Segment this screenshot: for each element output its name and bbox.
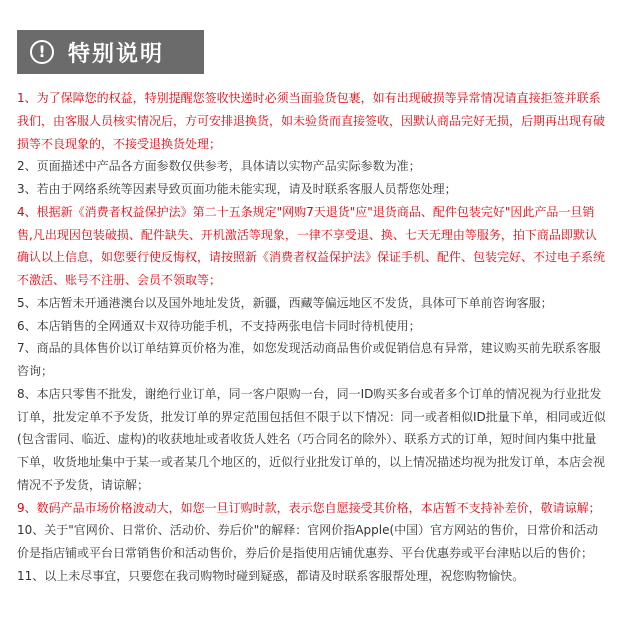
notice-item-2: 2、页面描述中产品各方面参数仅供参考，具体请以实物产品实际参数为准； xyxy=(17,159,421,174)
notice-item-9: 9、数码产品市场价格波动大，如您一旦订购时款，表示您自愿接受其价格，本店暂不支持补差价，敬请谅解； xyxy=(17,500,601,515)
notice-item-11: 11、以上未尽事宜，只要您在我司购物时碰到疑惑，都请及时联系客服帮处理，祝您购物愉快。 xyxy=(17,568,525,583)
notice-item-3: 3、若由于网络系统等因素导致页面功能未能实现，请及时联系客服人员帮您处理； xyxy=(17,182,457,196)
notice-item-10: 10、关于"官网价、日常价、活动价、券后价"的解释：官网价指Apple(中国）官方网站的售价，日常价和活动价是指店铺或平台日常销售价和活动售价，券后价是指使用店铺优惠券、平台优惠券或平台津贴以后的售价； xyxy=(17,523,599,560)
notice-item-5: 5、本店暂未开通港澳台以及国外地址发货，新疆，西藏等偏远地区不发货，具体可下单前咨询客服； xyxy=(17,295,553,310)
notice-list xyxy=(17,87,607,588)
notice-header xyxy=(17,30,204,74)
notice-item-7: 7、商品的具体售价以订单结算页价格为准，如您发现活动商品售价或促销信息有异常，建议购买前先联系客服咨询； xyxy=(17,341,601,378)
notice-item-8: 8、本店只零售不批发，谢绝行业订单，同一客户限购一台，同一ID购买多台或者多个订单的情况视为行业批发订单，批发定单不予发货，批发订单的界定范围包括但不限于以下情况：同一或者相似ID批量下单，相同或近似(包含雷同、临近、虚构)的收获地址或者收货人姓名（巧合同名的除外）、联系方式的订单，短时间内集中批量下单，收货地址集中于某一或者某几个地区的，近似行业批发订单的，以上情况描述均视为批发订单，本店会视情况不予发货，请谅解； xyxy=(17,386,606,492)
notice-title: 特别说明 xyxy=(68,41,165,67)
notice-item-4: 4、根据新《消费者权益保护法》第二十五条规定"网购7天退货"应"退货商品、配件包装完好"因此产品一旦销售,凡出现因包装破损、配件缺失、开机激活等现象，一律不享受退、换、七天无理由等服务，拍下商品即默认确认以上信息，如您要行使反悔权，请按照新《消费者权益保护法》保证手机、配件、包装完好、不过电子系统不激活、账号不注册、会员不领取等； xyxy=(17,204,606,287)
exclamation-circle-icon: ! xyxy=(30,40,54,64)
notice-item-1: 1、为了保障您的权益，特别提醒您签收快递时必须当面验货包裹，如有出现破损等异常情况请直接拒签并联系我们，由客服人员核实情况后，方可安排退换货，如未验货而直接签收，因默认商品完好无损，后期再出现有破损等不良现象的，不接受退换货处理； xyxy=(17,91,606,151)
notice-item-6: 6、本店销售的全网通双卡双待功能手机，不支持两张电信卡同时待机使用； xyxy=(17,318,421,333)
